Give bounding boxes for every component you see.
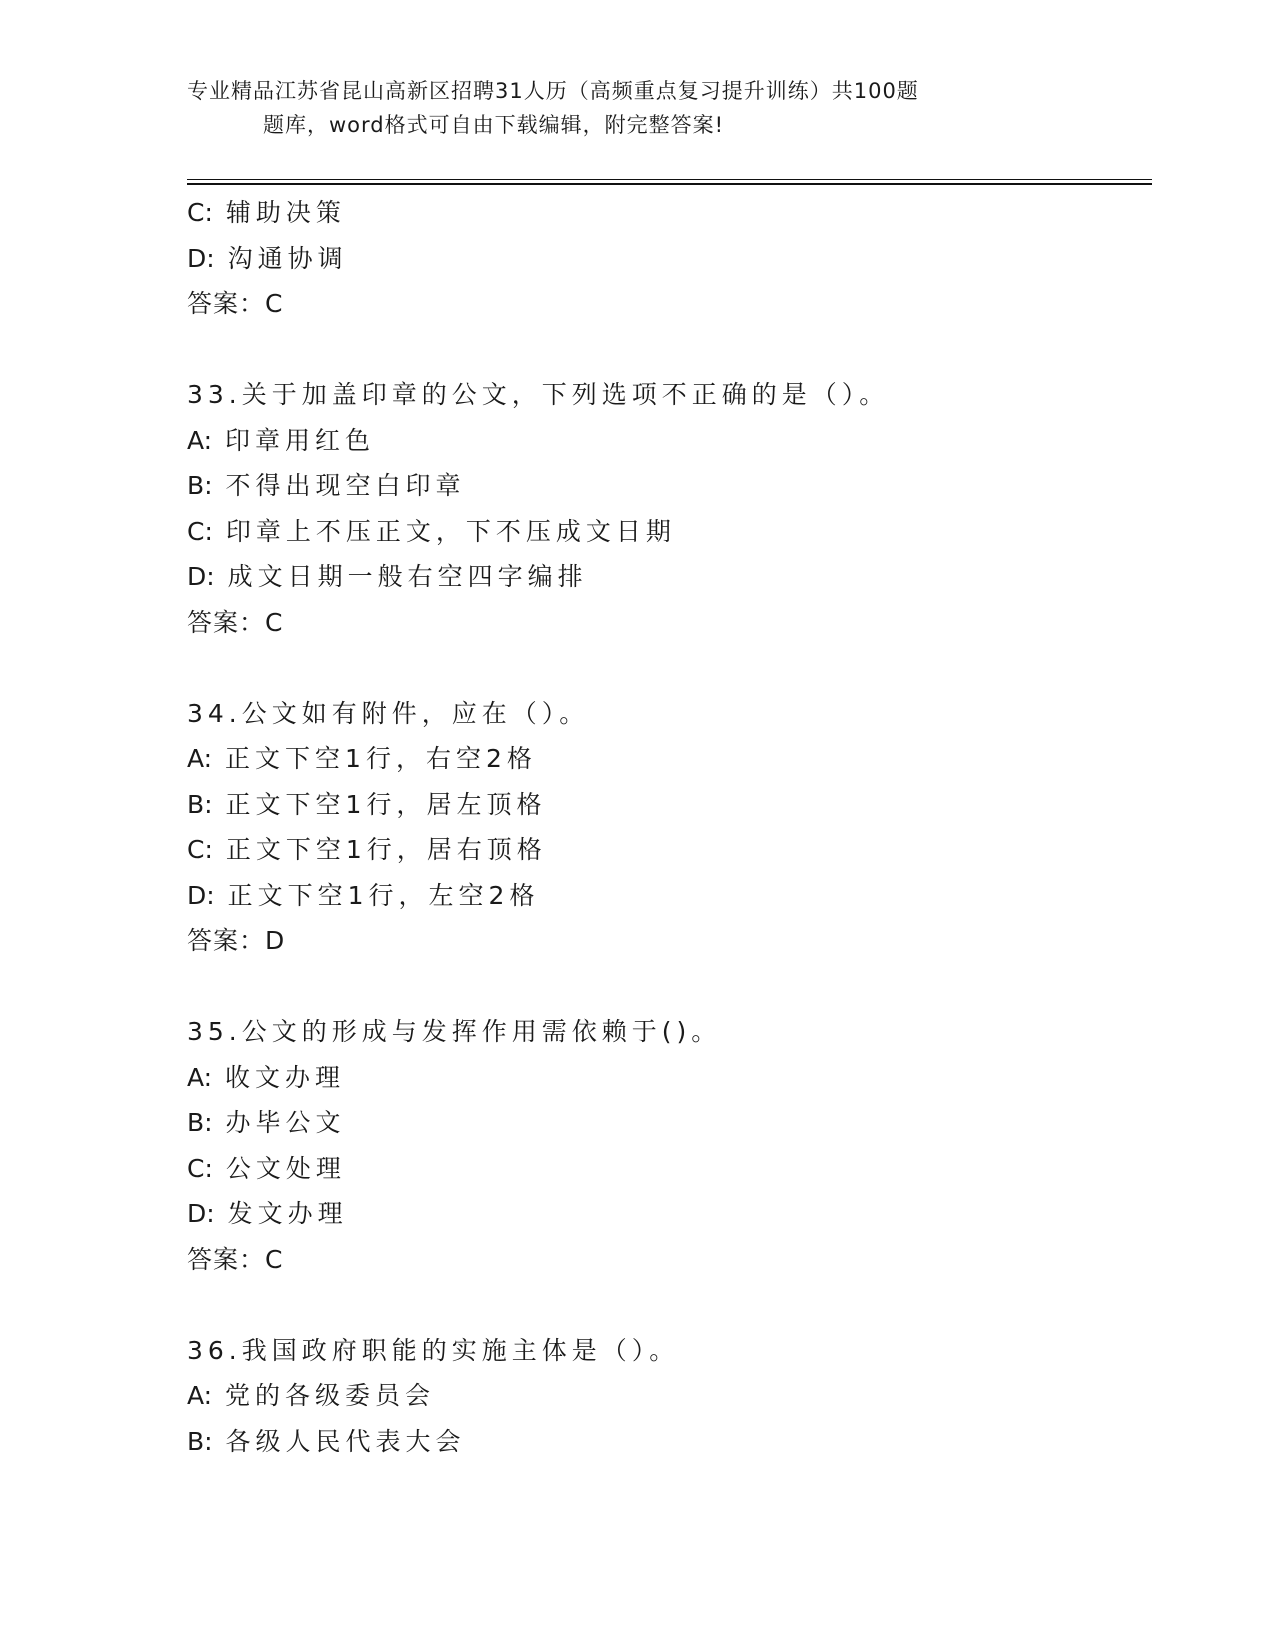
question-stem: 36.我国政府职能的实施主体是（）。 (187, 1335, 680, 1365)
option-line (187, 1146, 1152, 1192)
option-text: 公文处理 (225, 1153, 346, 1183)
option-key: C: (187, 835, 213, 864)
option-text: 辅助决策 (225, 198, 346, 227)
option-key: D: (187, 562, 215, 591)
spacer (187, 327, 1152, 373)
option-key: D: (187, 243, 215, 273)
question-stem: 33.关于加盖印章的公文，下列选项不正确的是（）。 (187, 380, 890, 409)
option-line (187, 873, 1152, 919)
option-key: A: (187, 425, 213, 455)
spacer (187, 1282, 1152, 1328)
answer-line: 答案：D (187, 926, 286, 955)
option-text: 党的各级委员会 (225, 1381, 436, 1410)
question-33 (187, 372, 1152, 645)
option-text: 印章用红色 (225, 425, 376, 455)
option-line (187, 1100, 1152, 1146)
question-36 (187, 1328, 1152, 1465)
option-text: 正文下空1行，居左顶格 (225, 789, 547, 819)
option-key: A: (187, 1381, 213, 1410)
option-key: C: (187, 516, 213, 546)
question-34 (187, 691, 1152, 964)
option-key: B: (187, 471, 213, 500)
page-header (187, 74, 1127, 142)
option-text: 正文下空1行，居右顶格 (225, 835, 547, 864)
header-title-line-1: 专业精品江苏省昆山高新区招聘31人历（高频重点复习提升训练）共100题 (187, 79, 919, 103)
spacer (187, 964, 1152, 1010)
option-key: A: (187, 744, 213, 773)
header-divider-thick (187, 183, 1152, 185)
option-text: 办毕公文 (225, 1108, 346, 1137)
option-line (187, 1191, 1152, 1237)
option-line (187, 236, 1152, 282)
option-text: 不得出现空白印章 (225, 471, 466, 500)
option-key: B: (187, 1108, 213, 1137)
question-list (187, 190, 1152, 1464)
option-text: 正文下空1行，右空2格 (225, 744, 537, 773)
question-32-continued (187, 190, 1152, 327)
option-text: 发文办理 (227, 1199, 348, 1228)
header-title-line-2: 题库，word格式可自由下载编辑，附完整答案! (263, 113, 725, 137)
header-divider-thin (187, 179, 1152, 180)
option-line (187, 827, 1152, 873)
option-line (187, 418, 1152, 464)
option-line (187, 509, 1152, 555)
option-line (187, 1419, 1152, 1465)
option-line (187, 463, 1152, 509)
option-text: 印章上不压正文，下不压成文日期 (225, 516, 676, 546)
question-stem: 34.公文如有附件，应在（）。 (187, 698, 590, 728)
answer-line: 答案：C (187, 289, 284, 318)
question-35 (187, 1009, 1152, 1282)
option-line (187, 782, 1152, 828)
option-key: D: (187, 880, 215, 910)
answer-line: 答案：C (187, 607, 284, 637)
option-line (187, 1373, 1152, 1419)
option-text: 沟通协调 (227, 243, 348, 273)
option-line (187, 190, 1152, 236)
spacer (187, 645, 1152, 691)
option-text: 正文下空1行，左空2格 (227, 880, 540, 910)
question-stem: 35.公文的形成与发挥作用需依赖于()。 (187, 1017, 722, 1046)
option-text: 成文日期一般右空四字编排 (227, 562, 588, 591)
option-line (187, 1055, 1152, 1101)
option-text: 各级人民代表大会 (225, 1426, 466, 1456)
option-key: B: (187, 1426, 213, 1456)
option-line (187, 736, 1152, 782)
option-key: A: (187, 1062, 213, 1092)
option-key: B: (187, 789, 213, 819)
option-key: D: (187, 1199, 215, 1228)
option-line (187, 554, 1152, 600)
answer-line: 答案：C (187, 1244, 284, 1274)
option-key: C: (187, 1153, 213, 1183)
option-text: 收文办理 (225, 1062, 346, 1092)
option-key: C: (187, 198, 213, 227)
